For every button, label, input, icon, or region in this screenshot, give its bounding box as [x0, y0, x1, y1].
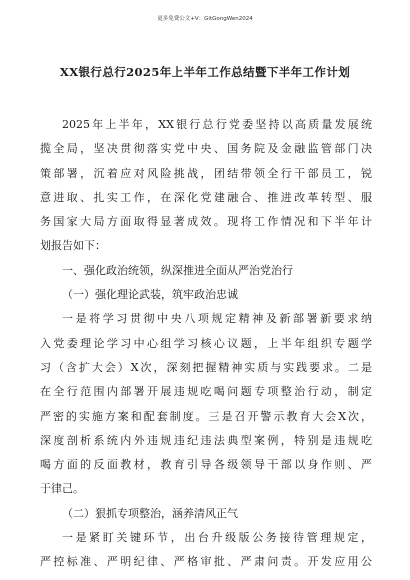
text-line: 划报告如下： [40, 239, 106, 253]
text-line: 策部署，沉着应对风险挑战，团结带领全行干部员工，锐 [40, 166, 372, 180]
text-line: 入党委理论学习中心组学习核心议题，上半年组织专题学 [40, 336, 372, 350]
text-line: 严控标准、严明纪律、严格审批、严肃问责。开发应用公 [40, 555, 372, 569]
text-line: 一是将学习贯彻中央八项规定精神及新部署新要求纳 [62, 312, 372, 326]
document-title: XX银行总行2025年上半年工作总结暨下半年工作计划 [59, 65, 351, 79]
text-line: 严密的实施方案和配套制度。三是召开警示教育大会X次， [40, 409, 372, 423]
text-line: 务国家大局方面取得显著成效。现将工作情况和下半年计 [40, 215, 372, 229]
text-line: 喝方面的反面教材，教育引导各级领导干部以身作则、严 [40, 458, 372, 472]
text-line: 习（含扩大会）X次，深刻把握精神实质与实践要求。二是 [40, 360, 372, 374]
text-line: 在全行范围内部署开展违规吃喝问题专项整治行动，制定 [40, 385, 372, 399]
text-line: （二）狠抓专项整治，涵养清风正气 [62, 506, 238, 520]
text-line: （一）强化理论武装，筑牢政治忠诚 [62, 288, 238, 302]
text-line: 揽全局，坚决贯彻落实党中央、国务院及金融监管部门决 [40, 142, 372, 156]
text-line: 深度剖析系统内外违规违纪违法典型案例，特别是违规吃 [40, 433, 372, 447]
text-line: 一、强化政治统领，纵深推进全面从严治党治行 [62, 263, 293, 277]
text-line: 意进取、扎实工作，在深化党建融合、推进改革转型、服 [40, 190, 372, 204]
text-line: 于律己。 [40, 482, 84, 496]
text-line: 一是紧盯关键环节，出台升级版公务接待管理规定， [62, 531, 372, 545]
document-body [40, 113, 372, 575]
text-line: 2025年上半年，XX银行总行党委坚持以高质量发展统 [62, 118, 372, 131]
watermark-text: 更多免费公文+V：GitGongWen2024 [157, 16, 253, 22]
